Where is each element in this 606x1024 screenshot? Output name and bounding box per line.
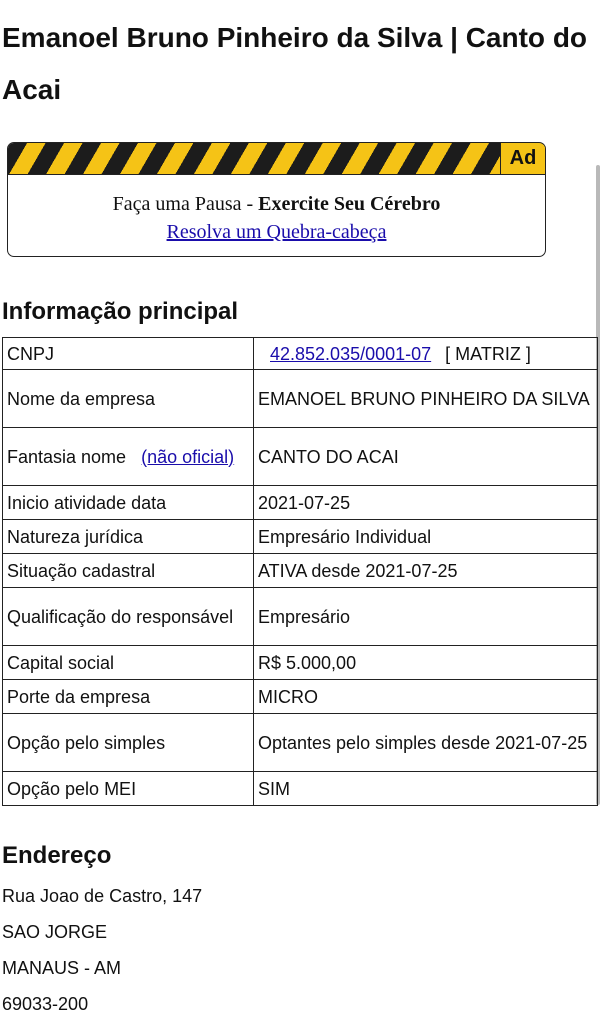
table-row <box>3 588 598 646</box>
address-street: Rua Joao de Castro, 147 <box>2 886 203 906</box>
table-row <box>3 370 598 428</box>
row-value: Empresário Individual <box>254 520 598 554</box>
row-value: SIM <box>254 772 598 806</box>
unofficial-name-link[interactable]: (não oficial) <box>141 446 235 467</box>
cnpj-link[interactable]: 42.852.035/0001-07 <box>270 343 432 364</box>
row-value: R$ 5.000,00 <box>254 646 598 680</box>
row-value: Empresário <box>254 588 598 646</box>
ad-link-row <box>8 221 545 244</box>
row-value: ATIVA desde 2021-07-25 <box>254 554 598 588</box>
address-district: SAO JORGE <box>2 922 108 942</box>
table-row <box>3 714 598 772</box>
ad-puzzle-link[interactable]: Resolva um Quebra-cabeça <box>166 221 387 243</box>
row-label: Porte da empresa <box>3 680 254 714</box>
table-row <box>3 772 598 806</box>
row-value: Optantes pelo simples desde 2021-07-25 <box>254 714 598 772</box>
address-city: MANAUS - AM <box>2 958 122 978</box>
row-label: Nome da empresa <box>3 370 254 428</box>
company-info-table <box>2 337 598 806</box>
table-row <box>3 520 598 554</box>
cnpj-type: [ MATRIZ ] <box>445 343 531 364</box>
main-info-heading: Informação principal <box>2 298 239 325</box>
row-value: EMANOEL BRUNO PINHEIRO DA SILVA <box>254 370 598 428</box>
address-heading: Endereço <box>2 842 112 869</box>
row-label: Inicio atividade data <box>3 486 254 520</box>
page-title: Emanoel Bruno Pinheiro da Silva | Canto do Acai <box>2 22 588 105</box>
table-row <box>3 646 598 680</box>
ad-headline-bold: Exercite Seu Cérebro <box>258 193 441 215</box>
row-label-fantasia <box>3 428 254 486</box>
cnpj-value-cell <box>254 338 598 370</box>
row-label: Capital social <box>3 646 254 680</box>
ad-headline <box>8 193 545 216</box>
row-label: Qualificação do responsável <box>3 588 254 646</box>
cnpj-label: CNPJ <box>3 338 254 370</box>
row-value: 2021-07-25 <box>254 486 598 520</box>
row-value: MICRO <box>254 680 598 714</box>
table-row <box>3 554 598 588</box>
row-label: Opção pelo simples <box>3 714 254 772</box>
row-value: CANTO DO ACAI <box>254 428 598 486</box>
row-label: Natureza jurídica <box>3 520 254 554</box>
row-label: Situação cadastral <box>3 554 254 588</box>
ad-headline-prefix: Faça uma Pausa - <box>112 193 259 215</box>
row-label: Fantasia nome <box>7 446 127 467</box>
address-zip: 69033-200 <box>2 994 89 1014</box>
row-label: Opção pelo MEI <box>3 772 254 806</box>
ad-badge[interactable]: Ad <box>500 143 545 174</box>
table-row <box>3 338 598 370</box>
table-row <box>3 428 598 486</box>
ad-hazard-stripe <box>8 143 545 175</box>
table-row <box>3 680 598 714</box>
ad-banner[interactable] <box>7 142 546 257</box>
table-row <box>3 486 598 520</box>
